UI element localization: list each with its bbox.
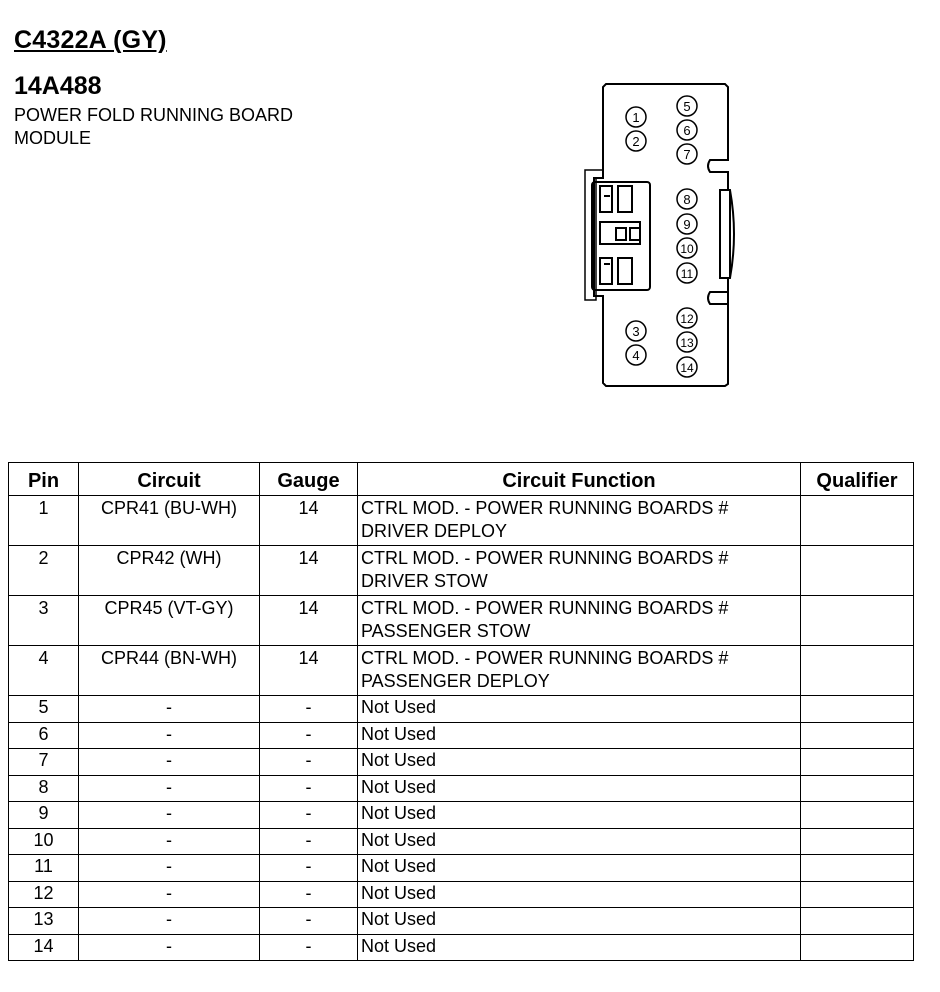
function-cell: CTRL MOD. - POWER RUNNING BOARDS # PASSENGER DEPLOY <box>358 646 801 696</box>
svg-text:2: 2 <box>632 134 640 149</box>
table-row <box>9 802 914 829</box>
gauge-cell: - <box>260 881 358 908</box>
svg-text:14: 14 <box>680 361 694 375</box>
table-row <box>9 749 914 776</box>
qualifier-cell <box>801 722 914 749</box>
pin-11 <box>677 263 697 283</box>
pin-cell: 10 <box>9 828 79 855</box>
pinout-table <box>8 462 914 961</box>
table-row <box>9 646 914 696</box>
svg-text:12: 12 <box>680 312 694 326</box>
pin-4 <box>626 345 646 365</box>
gauge-cell: - <box>260 908 358 935</box>
header-circuit: Circuit <box>79 463 260 496</box>
qualifier-cell <box>801 855 914 882</box>
circuit-cell: - <box>79 908 260 935</box>
qualifier-cell <box>801 775 914 802</box>
pin-13 <box>677 332 697 352</box>
svg-text:4: 4 <box>632 348 640 363</box>
pin-cell: 9 <box>9 802 79 829</box>
qualifier-cell <box>801 881 914 908</box>
connector-ridge <box>720 190 734 278</box>
function-cell: Not Used <box>358 749 801 776</box>
pin-cell: 14 <box>9 934 79 961</box>
circuit-cell: CPR44 (BN-WH) <box>79 646 260 696</box>
circuit-cell: - <box>79 802 260 829</box>
pin-cell: 3 <box>9 596 79 646</box>
pin-cell: 8 <box>9 775 79 802</box>
circuit-cell: - <box>79 855 260 882</box>
function-cell: Not Used <box>358 722 801 749</box>
svg-text:5: 5 <box>683 99 691 114</box>
qualifier-cell <box>801 646 914 696</box>
gauge-cell: - <box>260 749 358 776</box>
table-header-row <box>9 463 914 496</box>
qualifier-cell <box>801 828 914 855</box>
pin-cell: 7 <box>9 749 79 776</box>
qualifier-cell <box>801 908 914 935</box>
svg-text:13: 13 <box>680 336 694 350</box>
pin-cell: 2 <box>9 546 79 596</box>
pin-2 <box>626 131 646 151</box>
gauge-cell: - <box>260 828 358 855</box>
pin-1 <box>626 107 646 127</box>
function-cell: CTRL MOD. - POWER RUNNING BOARDS # DRIVER STOW <box>358 546 801 596</box>
circuit-cell: - <box>79 722 260 749</box>
pin-5 <box>677 96 697 116</box>
pin-cell: 11 <box>9 855 79 882</box>
svg-text:9: 9 <box>683 217 691 232</box>
svg-text:7: 7 <box>683 147 691 162</box>
pin-8 <box>677 189 697 209</box>
function-cell: CTRL MOD. - POWER RUNNING BOARDS # PASSENGER STOW <box>358 596 801 646</box>
pin-cell: 6 <box>9 722 79 749</box>
qualifier-cell <box>801 696 914 723</box>
circuit-cell: CPR41 (BU-WH) <box>79 496 260 546</box>
circuit-cell: CPR45 (VT-GY) <box>79 596 260 646</box>
function-cell: Not Used <box>358 908 801 935</box>
qualifier-cell <box>801 934 914 961</box>
function-cell: CTRL MOD. - POWER RUNNING BOARDS # DRIVER DEPLOY <box>358 496 801 546</box>
pin-cell: 5 <box>9 696 79 723</box>
qualifier-cell <box>801 802 914 829</box>
gauge-cell: - <box>260 802 358 829</box>
qualifier-cell <box>801 596 914 646</box>
function-cell: Not Used <box>358 855 801 882</box>
table-row <box>9 881 914 908</box>
pin-14 <box>677 357 697 377</box>
table-row <box>9 775 914 802</box>
circuit-cell: - <box>79 828 260 855</box>
table-row <box>9 546 914 596</box>
connector-housing <box>594 84 728 386</box>
function-cell: Not Used <box>358 775 801 802</box>
pin-3 <box>626 321 646 341</box>
table-row <box>9 722 914 749</box>
circuit-cell: - <box>79 749 260 776</box>
circuit-cell: - <box>79 934 260 961</box>
pin-10 <box>677 238 697 258</box>
connector-id: C4322A (GY) <box>14 26 167 54</box>
gauge-cell: 14 <box>260 546 358 596</box>
qualifier-cell <box>801 496 914 546</box>
gauge-cell: 14 <box>260 596 358 646</box>
svg-text:11: 11 <box>680 267 694 281</box>
svg-text:3: 3 <box>632 324 640 339</box>
svg-text:1: 1 <box>632 110 640 125</box>
circuit-cell: - <box>79 696 260 723</box>
table-row <box>9 908 914 935</box>
function-cell: Not Used <box>358 934 801 961</box>
module-description-line: MODULE <box>14 128 92 148</box>
table-row <box>9 496 914 546</box>
module-description <box>14 104 293 150</box>
pin-12 <box>677 308 697 328</box>
pin-cell: 13 <box>9 908 79 935</box>
gauge-cell: - <box>260 722 358 749</box>
header-pin: Pin <box>9 463 79 496</box>
pin-cell: 4 <box>9 646 79 696</box>
qualifier-cell <box>801 546 914 596</box>
module-description-line: POWER FOLD RUNNING BOARD <box>14 105 294 125</box>
table-row <box>9 855 914 882</box>
function-cell: Not Used <box>358 828 801 855</box>
gauge-cell: - <box>260 855 358 882</box>
connector-face-diagram <box>570 78 740 392</box>
function-cell: Not Used <box>358 881 801 908</box>
header-gauge: Gauge <box>260 463 358 496</box>
function-cell: Not Used <box>358 696 801 723</box>
svg-text:6: 6 <box>683 123 691 138</box>
gauge-cell: 14 <box>260 646 358 696</box>
gauge-cell: - <box>260 696 358 723</box>
svg-text:8: 8 <box>683 192 691 207</box>
pin-6 <box>677 120 697 140</box>
gauge-cell: - <box>260 775 358 802</box>
table-row <box>9 828 914 855</box>
pin-cell: 12 <box>9 881 79 908</box>
circuit-cell: CPR42 (WH) <box>79 546 260 596</box>
table-row <box>9 934 914 961</box>
svg-text:10: 10 <box>680 242 694 256</box>
gauge-cell: 14 <box>260 496 358 546</box>
table-row <box>9 596 914 646</box>
header-circuit-function: Circuit Function <box>358 463 801 496</box>
function-cell: Not Used <box>358 802 801 829</box>
circuit-cell: - <box>79 775 260 802</box>
gauge-cell: - <box>260 934 358 961</box>
table-row <box>9 696 914 723</box>
pin-cell: 1 <box>9 496 79 546</box>
header-qualifier: Qualifier <box>801 463 914 496</box>
pin-9 <box>677 214 697 234</box>
part-number: 14A488 <box>14 72 102 100</box>
qualifier-cell <box>801 749 914 776</box>
pin-7 <box>677 144 697 164</box>
circuit-cell: - <box>79 881 260 908</box>
